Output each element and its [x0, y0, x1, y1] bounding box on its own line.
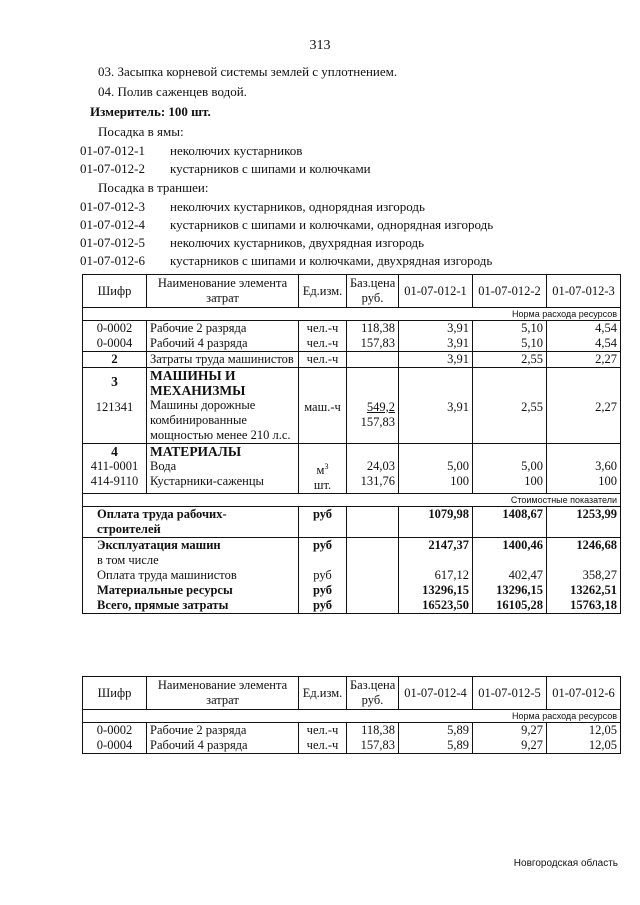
- cost-name-materials: Материальные ресурсы: [97, 583, 233, 598]
- norm-label: Норма расхода ресурсов: [83, 308, 621, 321]
- cell-code: 0-0004: [83, 738, 147, 754]
- cell-price: 118,38: [347, 723, 399, 739]
- labor-row: [83, 352, 621, 368]
- header-price: Баз.цена руб.: [347, 677, 399, 710]
- value: 15763,18: [570, 598, 617, 613]
- cell-price: [347, 368, 399, 444]
- cost-name-detail: Оплата труда машинистов: [97, 568, 237, 583]
- cell-unit: чел.-ч: [299, 352, 347, 368]
- value: 100: [598, 474, 617, 488]
- cost-name-sub: в том числе: [97, 553, 159, 568]
- item-text: неколючих кустарников, однорядная изгородь: [170, 199, 425, 214]
- material-name: Вода: [150, 459, 177, 473]
- measure-unit: Измеритель: 100 шт.: [90, 104, 211, 119]
- cell-v2: [473, 444, 547, 494]
- header-name: Наименование элемента затрат: [147, 275, 299, 308]
- cost-label-row: [83, 494, 621, 507]
- cost-price: [347, 507, 399, 538]
- cell-v2: 5,10: [473, 321, 547, 337]
- cell-v1: 3,91: [399, 321, 473, 337]
- value: 2,55: [521, 400, 543, 414]
- material-name: Кустарники-саженцы: [150, 474, 264, 488]
- machines-row: [83, 368, 621, 444]
- value: 13296,15: [422, 583, 469, 598]
- cell-v3: 12,05: [547, 738, 621, 754]
- step-04: 04. Полив саженцев водой.: [98, 84, 247, 99]
- cell-code: 0-0002: [83, 321, 147, 337]
- table-header-row: [83, 275, 621, 308]
- cell-price: 118,38: [347, 321, 399, 337]
- machine-code: 121341: [95, 400, 134, 414]
- value: 16105,28: [496, 598, 543, 613]
- section-code: 4: [111, 444, 118, 459]
- cell-price: [347, 444, 399, 494]
- unit-text: м: [316, 463, 325, 478]
- item-code: 01-07-012-5: [80, 235, 145, 250]
- unit: руб: [312, 598, 333, 613]
- cost-name: Оплата труда рабочих-строителей: [83, 507, 299, 538]
- value: 13262,51: [570, 583, 617, 598]
- value: 358,27: [582, 568, 617, 583]
- cell-name: Рабочие 2 разряда: [147, 723, 299, 739]
- norm-label: Норма расхода ресурсов: [83, 710, 621, 723]
- cell-v3: [547, 444, 621, 494]
- material-code: 411-0001: [90, 459, 139, 473]
- section-title: МАТЕРИАЛЫ: [150, 444, 242, 459]
- cell-name: [147, 444, 299, 494]
- value: 100: [450, 474, 469, 488]
- cell-unit: чел.-ч: [299, 336, 347, 352]
- material-unit: [302, 459, 343, 478]
- group1-title: Посадка в ямы:: [98, 124, 184, 139]
- table-row: [83, 321, 621, 337]
- cell-v1: 3,91: [399, 352, 473, 368]
- cell-v2: 9,27: [473, 723, 547, 739]
- value: 16523,50: [422, 598, 469, 613]
- cost-unit: [299, 538, 347, 614]
- header-col2: 01-07-012-5: [473, 677, 547, 710]
- value: 402,47: [508, 568, 543, 583]
- cell-unit: чел.-ч: [299, 738, 347, 754]
- cost-name-main: Эксплуатация машин: [97, 538, 221, 553]
- value: 2,27: [595, 400, 617, 414]
- header-col2: 01-07-012-2: [473, 275, 547, 308]
- unit: руб: [312, 583, 333, 598]
- header-price: Баз.цена руб.: [347, 275, 399, 308]
- group2-item: [80, 253, 492, 269]
- cell-v3: 4,54: [547, 321, 621, 337]
- header-col3: 01-07-012-6: [547, 677, 621, 710]
- group2-item: [80, 199, 425, 215]
- item-text: кустарников с шипами и колючками, однорядная изгородь: [170, 217, 494, 232]
- value: 1400,46: [502, 538, 543, 553]
- cell-unit: чел.-ч: [299, 723, 347, 739]
- value: 5,00: [447, 459, 469, 473]
- cell-v1: [399, 444, 473, 494]
- group2-title: Посадка в траншеи:: [98, 180, 209, 195]
- cost-v1: 1079,98: [399, 507, 473, 538]
- step-03: 03. Засыпка корневой системы землей с уплотнением.: [98, 64, 398, 79]
- header-unit: Ед.изм.: [299, 275, 347, 308]
- cell-unit: [299, 368, 347, 444]
- cell-v1: 5,89: [399, 738, 473, 754]
- section-code: 3: [111, 374, 118, 389]
- cost-price: [347, 538, 399, 614]
- cell-price: 157,83: [347, 336, 399, 352]
- cell-price: [347, 352, 399, 368]
- footer-region: Новгородская область: [513, 858, 618, 869]
- unit: руб: [312, 538, 333, 553]
- item-code: 01-07-012-3: [80, 199, 145, 214]
- cell-code: [83, 444, 147, 494]
- cost-row: [83, 507, 621, 538]
- cell-v3: 12,05: [547, 723, 621, 739]
- cell-name: Рабочие 2 разряда: [147, 321, 299, 337]
- cell-v2: [473, 368, 547, 444]
- header-name: Наименование элемента затрат: [147, 677, 299, 710]
- value: 24,03: [366, 459, 395, 473]
- item-code: 01-07-012-4: [80, 217, 145, 232]
- cell-v1: 5,89: [399, 723, 473, 739]
- header-unit: Ед.изм.: [299, 677, 347, 710]
- page-number: 313: [309, 38, 331, 53]
- cell-code: 0-0002: [83, 723, 147, 739]
- cell-v2: 9,27: [473, 738, 547, 754]
- cell-v3: 4,54: [547, 336, 621, 352]
- cell-code: 2: [83, 352, 147, 368]
- item-code: 01-07-012-1: [80, 143, 145, 158]
- cell-unit: [299, 444, 347, 494]
- price-old: 549,2: [366, 400, 395, 414]
- material-code: 414-9110: [90, 474, 139, 488]
- cell-v2: 5,10: [473, 336, 547, 352]
- cell-v3: 2,27: [547, 352, 621, 368]
- cost-unit: руб: [299, 507, 347, 538]
- cell-name: Затраты труда машинистов: [147, 352, 299, 368]
- header-col3: 01-07-012-3: [547, 275, 621, 308]
- cell-v1: 3,91: [399, 336, 473, 352]
- section-title: МАШИНЫ И МЕХАНИЗМЫ: [150, 368, 246, 398]
- material-unit: шт.: [313, 478, 332, 493]
- norm-label-row: [83, 308, 621, 321]
- value: 131,76: [360, 474, 395, 488]
- item-text: кустарников с шипами и колючками, двухрядная изгородь: [170, 253, 493, 268]
- cost-v1: [399, 538, 473, 614]
- cell-code: [83, 368, 147, 444]
- cost-name: [83, 538, 299, 614]
- group1-item: [80, 143, 302, 159]
- value: 1246,68: [576, 538, 617, 553]
- machine-unit: маш.-ч: [304, 400, 341, 414]
- price-new: 157,83: [360, 415, 395, 429]
- cell-name: Рабочий 4 разряда: [147, 336, 299, 352]
- item-code: 01-07-012-2: [80, 161, 145, 176]
- value: [476, 553, 543, 568]
- item-code: 01-07-012-6: [80, 253, 145, 268]
- norm-label-row: [83, 710, 621, 723]
- machine-name: Машины дорожные комбинированные мощностью менее 210 л.с.: [150, 398, 291, 442]
- header-col1: 01-07-012-4: [399, 677, 473, 710]
- value: 617,12: [434, 568, 469, 583]
- unit: [302, 553, 343, 568]
- cell-name: Рабочий 4 разряда: [147, 738, 299, 754]
- group2-item: [80, 235, 424, 251]
- item-text: кустарников с шипами и колючками: [170, 161, 371, 176]
- cost-label: Стоимостные показатели: [83, 494, 621, 507]
- item-text: неколючих кустарников: [170, 143, 303, 158]
- cell-price: 157,83: [347, 738, 399, 754]
- cell-v1: [399, 368, 473, 444]
- resource-table-1: [82, 274, 621, 614]
- value: 100: [524, 474, 543, 488]
- value: [550, 553, 617, 568]
- cell-unit: чел.-ч: [299, 321, 347, 337]
- cost-name-total: Всего, прямые затраты: [97, 598, 229, 613]
- unit-sup: 3: [324, 462, 329, 471]
- header-cipher: Шифр: [83, 677, 147, 710]
- cost-v2: [473, 538, 547, 614]
- value: 2147,37: [428, 538, 469, 553]
- value: 13296,15: [496, 583, 543, 598]
- table-row: [83, 723, 621, 739]
- resource-table-2: [82, 676, 621, 754]
- unit: руб: [313, 568, 332, 583]
- cost-v3: [547, 538, 621, 614]
- header-col1: 01-07-012-1: [399, 275, 473, 308]
- cost-v2: 1408,67: [473, 507, 547, 538]
- cell-code: 0-0004: [83, 336, 147, 352]
- table-row: [83, 738, 621, 754]
- value: 3,60: [595, 459, 617, 473]
- materials-row: [83, 444, 621, 494]
- value: [402, 553, 469, 568]
- group2-item: [80, 217, 493, 233]
- cell-v3: [547, 368, 621, 444]
- item-text: неколючих кустарников, двухрядная изгородь: [170, 235, 425, 250]
- table-header-row: [83, 677, 621, 710]
- cell-v2: 2,55: [473, 352, 547, 368]
- cost-row: [83, 538, 621, 614]
- cost-v3: 1253,99: [547, 507, 621, 538]
- cell-name: [147, 368, 299, 444]
- table-row: [83, 336, 621, 352]
- value: 5,00: [521, 459, 543, 473]
- group1-item: [80, 161, 371, 177]
- value: 3,91: [447, 400, 469, 414]
- header-cipher: Шифр: [83, 275, 147, 308]
